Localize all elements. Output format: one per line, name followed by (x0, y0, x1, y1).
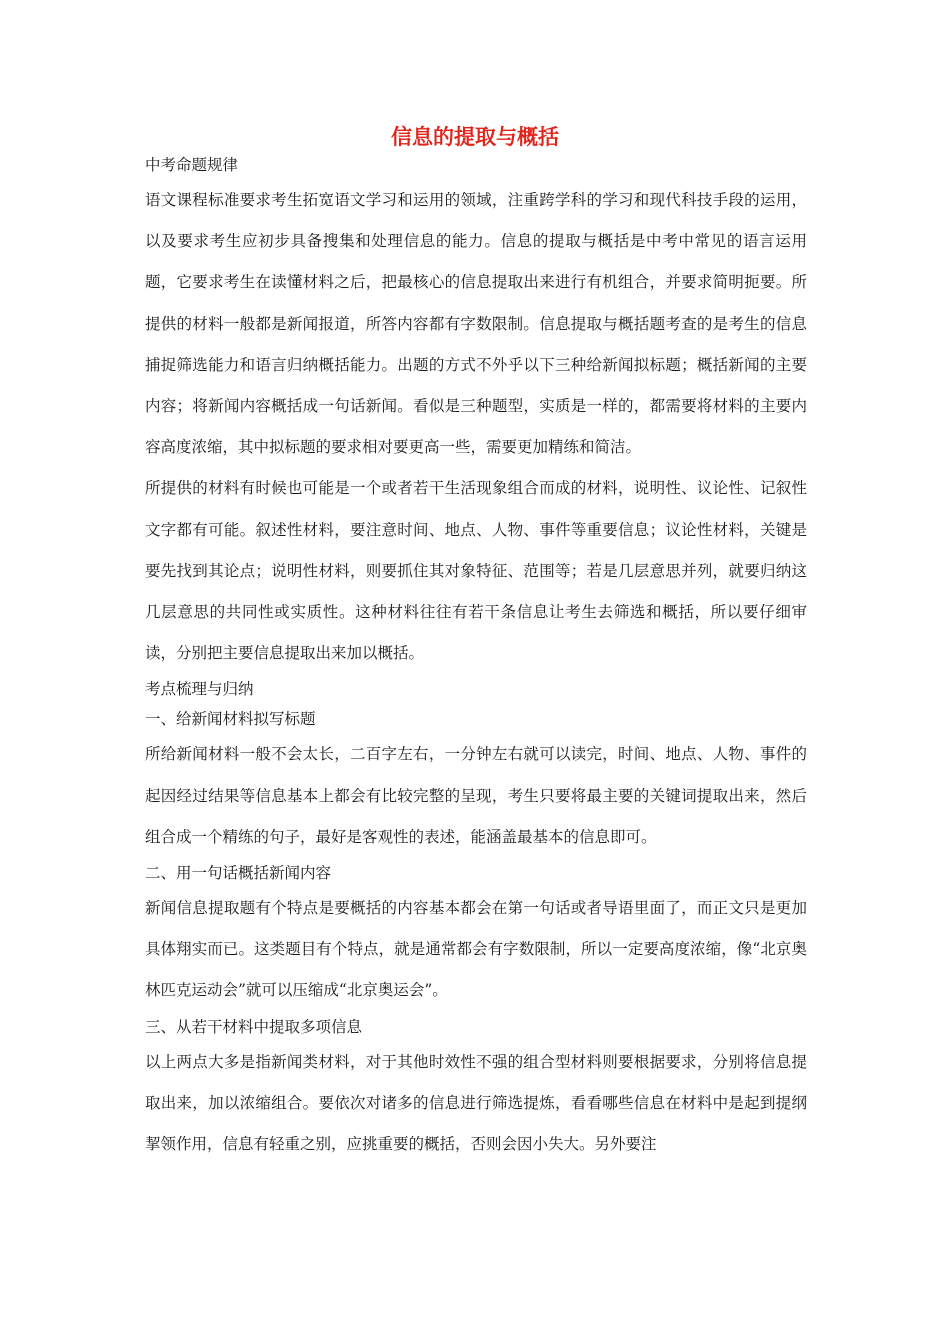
document-body (145, 150, 807, 1165)
paragraph-one: 所给新闻材料一般不会太长，二百字左右，一分钟左右就可以读完，时间、地点、人物、事件的起因经过结果等信息基本上都会有比较完整的呈现，考生只要将最主要的关键词提取出来，然后组合成一个精练的句子，最好是客观性的表述，能涵盖最基本的信息即可。 (145, 745, 807, 846)
paragraph-three: 以上两点大多是指新闻类材料，对于其他时效性不强的组合型材料则要根据要求，分别将信息提取出来，加以浓缩组合。要依次对诸多的信息进行筛选提炼，看看哪些信息在材料中是起到提纲挈领作用，信息有轻重之别，应挑重要的概括，否则会因小失大。另外要注 (145, 1052, 807, 1154)
document-title: 信息的提取与概括 (391, 124, 559, 149)
section-heading-key-points: 考点梳理与归纳 (145, 680, 254, 699)
subheading-two: 二、用一句话概括新闻内容 (145, 864, 332, 883)
subheading-three: 三、从若干材料中提取多项信息 (145, 1017, 363, 1036)
section-heading-exam-rules: 中考命题规律 (145, 156, 239, 174)
paragraph-materials: 所提供的材料有时候也可能是一个或者若干生活现象组合而成的材料，说明性、议论性、记叙性文字都有可能。叙述性材料，要注意时间、地点、人物、事件等重要信息；议论性材料，关键是要先找到其论点；说明性材料，则要抓住其对象特征、范围等；若是几层意思并列，就要归纳这几层意思的共同性或实质性。这种材料往往有若干条信息让考生去筛选和概括，所以要仔细审读，分别把主要信息提取出来加以概括。 (145, 479, 807, 663)
subheading-one: 一、给新闻材料拟写标题 (145, 710, 316, 729)
paragraph-intro: 语文课程标准要求考生拓宽语文学习和运用的领域，注重跨学科的学习和现代科技手段的运用，以及要求考生应初步具备搜集和处理信息的能力。信息的提取与概括是中考中常见的语言运用题，它要求考生在读懂材料之后，把最核心的信息提取出来进行有机组合，并要求简明扼要。所提供的材料一般都是新闻报道，所答内容都有字数限制。信息提取与概括题考查的是考生的信息捕捉筛选能力和语言归纳概括能力。出题的方式不外乎以下三种给新闻拟标题；概括新闻的主要内容；将新闻内容概括成一句话新闻。看似是三种题型，实质是一样的，都需要将材料的主要内容高度浓缩，其中拟标题的要求相对要更高一些，需要更加精练和简洁。 (145, 191, 807, 457)
paragraph-two: 新闻信息提取题有个特点是要概括的内容基本都会在第一句话或者导语里面了，而正文只是更加具体翔实而已。这类题目有个特点，就是通常都会有字数限制，所以一定要高度浓缩，像“北京奥林匹克运动会”就可以压缩成“北京奥运会”。 (145, 899, 807, 1000)
